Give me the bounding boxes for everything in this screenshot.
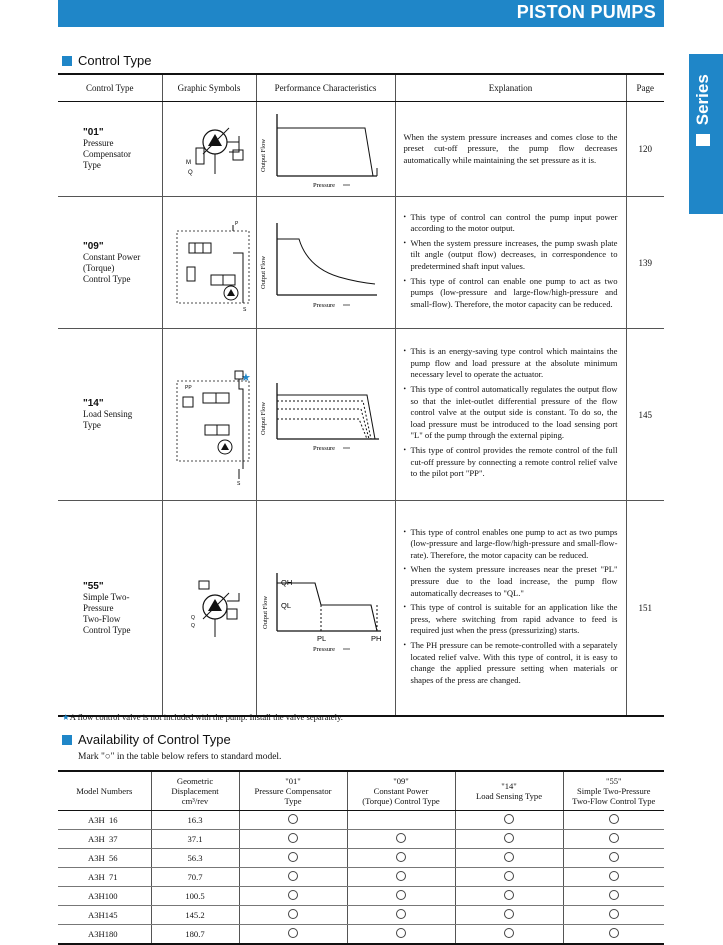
axis-label-y: Output Flow — [259, 401, 267, 435]
available-circle-icon — [396, 928, 406, 938]
available-circle-icon — [504, 909, 514, 919]
available-circle-icon — [288, 833, 298, 843]
header-cell: Performance Characteristics — [256, 74, 395, 102]
svg-text:PP: PP — [184, 385, 192, 391]
availability-cell — [563, 811, 664, 830]
control-type-cell: "09" Constant Power (Torque) Control Type — [58, 197, 162, 329]
graphic-symbol-cell — [162, 102, 256, 197]
availability-cell — [563, 925, 664, 945]
availability-cell — [455, 830, 563, 849]
svg-text:Q: Q — [190, 623, 195, 629]
page-number: 120 — [626, 102, 664, 197]
availability-cell — [347, 868, 455, 887]
table-row — [58, 887, 664, 906]
explanation-cell: • This type of control can control the pump input power according to the motor output. • When the system pressure increases, the pump swash plate tilt angle (output flow) decreases, in correspondence to predetermined shaft input values. • This type of control can enable one pump to act as two pumps (low-pressure and large-flow/high-pressure and small-flow). Therefore, the motor capacity can be reduced. — [395, 197, 626, 329]
axis-label-x: Pressure — [312, 302, 335, 309]
availability-cell — [239, 887, 347, 906]
available-circle-icon — [288, 928, 298, 938]
two-pressure-symbol-icon — [163, 501, 257, 715]
available-circle-icon — [609, 852, 619, 862]
svg-text:Q: Q — [187, 170, 193, 176]
available-circle-icon — [609, 890, 619, 900]
availability-cell — [347, 887, 455, 906]
header-cell: Explanation — [395, 74, 626, 102]
axis-label-y: Output Flow — [259, 138, 267, 172]
table-row — [58, 102, 664, 197]
availability-cell — [563, 887, 664, 906]
constant-power-symbol-icon — [163, 197, 257, 328]
availability-cell — [563, 906, 664, 925]
table-row — [58, 925, 664, 945]
table-row — [58, 830, 664, 849]
availability-cell — [455, 811, 563, 830]
axis-label-x: Pressure — [312, 646, 335, 653]
model-number: A3H180 — [58, 925, 151, 945]
availability-header-row — [58, 771, 664, 811]
header-cell: "55" Simple Two-Pressure Two-Flow Control Type — [563, 771, 664, 811]
performance-chart — [257, 197, 396, 328]
banner-title: PISTON PUMPS — [516, 2, 656, 22]
axis-label-y: Output Flow — [261, 595, 269, 629]
availability-cell — [347, 811, 455, 830]
series-logo-icon — [696, 134, 710, 146]
availability-cell — [455, 868, 563, 887]
star-icon: ★ — [240, 372, 251, 384]
star-icon: ★ — [62, 712, 70, 722]
availability-cell — [347, 830, 455, 849]
header-cell: Model Numbers — [58, 771, 151, 811]
table-row — [58, 329, 664, 501]
displacement: 145.2 — [151, 906, 239, 925]
availability-cell — [455, 925, 563, 945]
model-number: A3H100 — [58, 887, 151, 906]
availability-cell — [563, 830, 664, 849]
section-square-icon — [62, 735, 72, 745]
available-circle-icon — [396, 909, 406, 919]
available-circle-icon — [396, 871, 406, 881]
performance-chart — [257, 501, 396, 715]
graphic-symbol-cell — [162, 329, 256, 501]
performance-graph-cell — [256, 501, 395, 717]
availability-heading: Availability of Control Type — [62, 732, 231, 747]
availability-cell — [455, 906, 563, 925]
availability-cell — [563, 849, 664, 868]
availability-cell — [347, 925, 455, 945]
header-cell: "14" Load Sensing Type — [455, 771, 563, 811]
displacement: 37.1 — [151, 830, 239, 849]
explanation-cell: • This is an energy-saving type control which maintains the pump flow and load pressure at the absolute minimum necessary level to operate the actuator. • This type of control automatically regulates the output flow so that the inlet-outlet differential pressure of the flow control valve at the output side is constant. To do so, the load pressure must be introduced to the load sensing port "L" of the pump through the external piping. • This type of control provides the remote control of the full cut-off pressure by connecting a remote control relief valve to the pilot port "PP". — [395, 329, 626, 501]
qh-label: QH — [280, 578, 292, 587]
available-circle-icon — [504, 890, 514, 900]
availability-cell — [239, 906, 347, 925]
availability-cell — [455, 849, 563, 868]
table-row — [58, 849, 664, 868]
available-circle-icon — [288, 871, 298, 881]
available-circle-icon — [609, 814, 619, 824]
availability-cell — [563, 868, 664, 887]
available-circle-icon — [609, 928, 619, 938]
displacement: 100.5 — [151, 887, 239, 906]
available-circle-icon — [504, 833, 514, 843]
performance-graph-cell — [256, 329, 395, 501]
displacement: 180.7 — [151, 925, 239, 945]
availability-cell — [239, 811, 347, 830]
graphic-symbol-cell — [162, 501, 256, 717]
control-type-heading: Control Type — [62, 53, 151, 68]
model-number: A3H 16 — [58, 811, 151, 830]
availability-cell — [239, 830, 347, 849]
available-circle-icon — [288, 890, 298, 900]
model-number: A3H 37 — [58, 830, 151, 849]
graphic-symbol-cell — [162, 197, 256, 329]
header-cell: Graphic Symbols — [162, 74, 256, 102]
explanation-cell: When the system pressure increases and comes close to the preset cut-off pressure, the pump flow decreases automatically while maintaining the set pressure as it is. — [395, 102, 626, 197]
model-number: A3H 71 — [58, 868, 151, 887]
available-circle-icon — [396, 852, 406, 862]
ph-label: PH — [370, 634, 381, 643]
table-row — [58, 501, 664, 717]
performance-graph-cell — [256, 197, 395, 329]
control-type-header-row — [58, 74, 664, 102]
availability-cell — [347, 849, 455, 868]
axis-label-x: Pressure — [312, 182, 335, 189]
available-circle-icon — [504, 852, 514, 862]
svg-text:P: P — [234, 221, 238, 227]
mark-note: Mark "○" in the table below refers to standard model. — [78, 752, 282, 762]
available-circle-icon — [504, 928, 514, 938]
available-circle-icon — [504, 871, 514, 881]
available-circle-icon — [288, 852, 298, 862]
header-cell: "01" Pressure Compensator Type — [239, 771, 347, 811]
load-sensing-symbol-icon — [163, 329, 257, 500]
available-circle-icon — [288, 909, 298, 919]
displacement: 70.7 — [151, 868, 239, 887]
header-cell: "09" Constant Power (Torque) Control Type — [347, 771, 455, 811]
svg-text:Q: Q — [190, 615, 195, 621]
svg-text:S: S — [236, 481, 240, 487]
control-type-table — [58, 73, 664, 717]
page-number: 145 — [626, 329, 664, 501]
axis-label-x: Pressure — [312, 445, 335, 452]
page-number: 139 — [626, 197, 664, 329]
model-number: A3H145 — [58, 906, 151, 925]
footnote: ★A flow control valve is not included with the pump. Install the valve separately. — [62, 712, 343, 722]
table-row — [58, 197, 664, 329]
availability-cell — [239, 868, 347, 887]
series-label: Series — [693, 74, 719, 204]
series-side-tab — [689, 54, 723, 214]
header-cell: Control Type — [58, 74, 162, 102]
table-row — [58, 811, 664, 830]
available-circle-icon — [396, 833, 406, 843]
performance-graph-cell — [256, 102, 395, 197]
available-circle-icon — [396, 890, 406, 900]
availability-cell — [347, 906, 455, 925]
control-type-cell: "01" Pressure Compensator Type — [58, 102, 162, 197]
axis-label-y: Output Flow — [259, 255, 267, 289]
pump-symbol-icon — [163, 102, 257, 196]
model-number: A3H 56 — [58, 849, 151, 868]
available-circle-icon — [504, 814, 514, 824]
control-type-cell: "55" Simple Two- Pressure Two-Flow Control Type — [58, 501, 162, 717]
displacement: 16.3 — [151, 811, 239, 830]
page-banner — [58, 0, 664, 27]
availability-cell — [239, 925, 347, 945]
header-cell: Page — [626, 74, 664, 102]
section-square-icon — [62, 56, 72, 66]
available-circle-icon — [609, 909, 619, 919]
available-circle-icon — [609, 833, 619, 843]
displacement: 56.3 — [151, 849, 239, 868]
performance-chart — [257, 329, 396, 500]
svg-text:S: S — [242, 307, 246, 313]
explanation-cell: • This type of control enables one pump to act as two pumps (low-pressure and large-flow/high-pressure and small-flow-rate). Therefore, the motor capacity can be reduced. • When the system pressure increases near the preset "PL" pressure due to the load increase, the pump flow automatically decreases to "QL." • This type of control is suitable for an application like the press, where switching from rapid advance to feed is required just when the press (pressurizing) starts. • The PH pressure can be remote-controlled with a separately located relief valve. With this type of control, it is easy to change the applied pressure setting when materials or shapes of the press are changed. — [395, 501, 626, 717]
page-number: 151 — [626, 501, 664, 717]
pl-label: PL — [316, 634, 326, 643]
available-circle-icon — [609, 871, 619, 881]
control-type-cell: "14" Load Sensing Type — [58, 329, 162, 501]
availability-table — [58, 770, 664, 945]
svg-text:M: M — [185, 160, 191, 166]
header-cell: Geometric Displacement cm³/rev — [151, 771, 239, 811]
ql-label: QL — [280, 601, 291, 610]
available-circle-icon — [288, 814, 298, 824]
performance-chart — [257, 102, 396, 196]
availability-cell — [455, 887, 563, 906]
table-row — [58, 906, 664, 925]
availability-cell — [239, 849, 347, 868]
table-row — [58, 868, 664, 887]
